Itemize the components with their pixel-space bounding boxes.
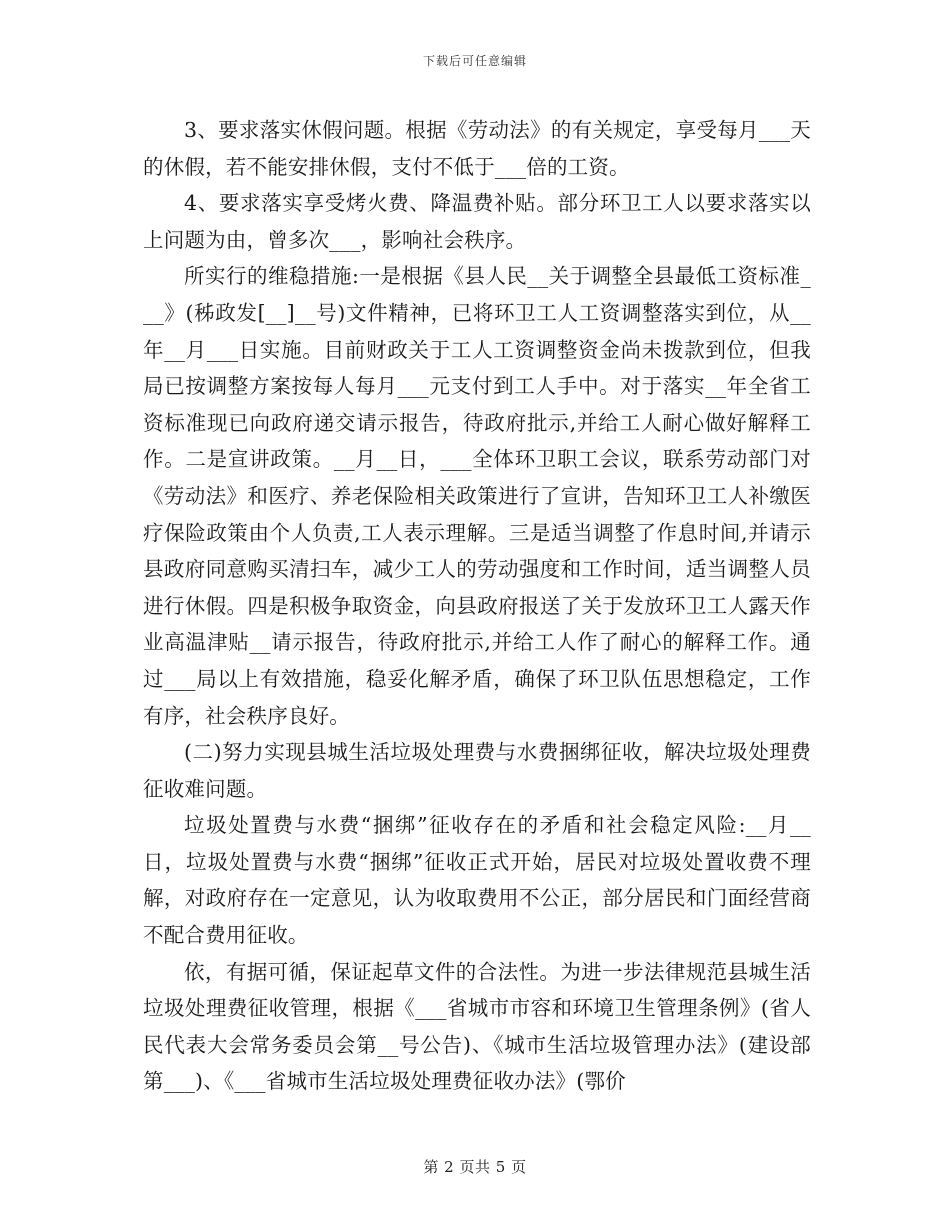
document-body: [143, 112, 811, 1100]
paragraph-risk: 垃圾处置费与水费“捆绑”征收存在的矛盾和社会稳定风险:__月__日，垃圾处置费与水费“捆绑”征收正式开始，居民对垃圾处置收费不理解，对政府存在一定意见，认为收取费用不公正，部分居民和门面经营商不配合费用征收。: [143, 813, 811, 948]
paragraph-item-4: 4、要求落实享受烤火费、降温费补贴。部分环卫工人以要求落实以上问题为由，曾多次___，影响社会秩序。: [143, 191, 811, 252]
paragraph-legal-basis: 依，有据可循，保证起草文件的合法性。为进一步法律规范县城生活垃圾处理费征收管理，根据《___省城市市容和环境卫生管理条例》(省人民代表大会常务委员会第__号公告)、《城市生活垃圾管理办法》(建设部第___)、《___省城市生活垃圾处理费征收办法》(鄂价: [143, 959, 811, 1094]
page-header: 下载后可任意编辑: [422, 54, 527, 68]
paragraph-item-3: 3、要求落实休假问题。根据《劳动法》的有关规定，享受每月___天的休假，若不能安排休假，支付不低于___倍的工资。: [143, 118, 811, 179]
paragraph-stability-measures: 所实行的维稳措施:一是根据《县人民__关于调整全县最低工资标准___》(秭政发[__]__号)文件精神，已将环卫工人工资调整落实到位，从__年__月___日实施。目前财政关于工人工资调整资金尚未拨款到位，但我局已按调整方案按每人每月___元支付到工人手中。对于落实__年全省工资标准现已向政府递交请示报告，待政府批示,并给工人耐心做好解释工作。二是宣讲政策。__月__日，___全体环卫职工会议，联系劳动部门对《劳动法》和医疗、养老保险相关政策进行了宣讲，告知环卫工人补缴医疗保险政策由个人负责,工人表示理解。三是适当调整了作息时间,并请示县政府同意购买清扫车，减少工人的劳动强度和工作时间，适当调整人员进行休假。四是积极争取资金，向县政府报送了关于发放环卫工人露天作业高温津贴__请示报告，待政府批示,并给工人作了耐心的解释工作。通过___局以上有效措施，稳妥化解矛盾，确保了环卫队伍思想稳定，工作有序，社会秩序良好。: [143, 264, 811, 728]
paragraph-section-heading: (二)努力实现县城生活垃圾处理费与水费捆绑征收，解决垃圾处理费征收难问题。: [143, 740, 811, 801]
page-number: 第 2 页共 5 页: [423, 1158, 527, 1176]
